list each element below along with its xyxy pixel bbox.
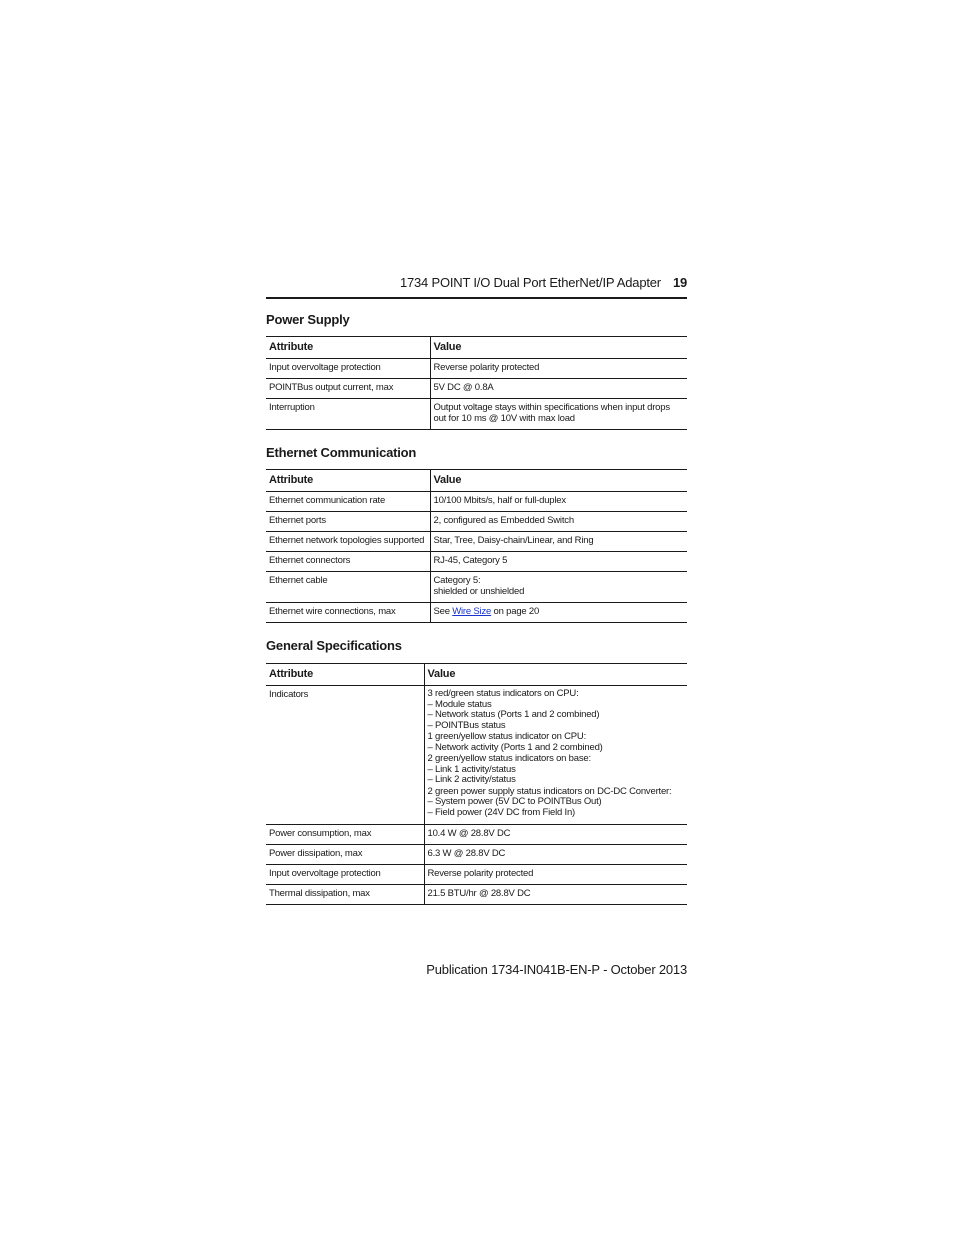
indicator-group — [428, 689, 685, 731]
table-row — [266, 825, 687, 845]
attribute-cell: Power consumption, max — [266, 825, 424, 845]
table-row — [266, 492, 687, 512]
attribute-cell: Ethernet ports — [266, 512, 430, 532]
value-column-header: Value — [430, 337, 687, 359]
table-row — [266, 845, 687, 865]
table-row — [266, 399, 687, 430]
indicator-line: – Field power (24V DC from Field In) — [427, 806, 575, 818]
value-line: Category 5: — [433, 575, 481, 586]
indicator-line: – System power (5V DC to POINTBus Out) — [427, 796, 602, 807]
value-cell: Star, Tree, Daisy-chain/Linear, and Ring — [430, 532, 687, 552]
indicator-group — [428, 787, 685, 819]
value-cell: 6.3 W @ 28.8V DC — [424, 845, 687, 865]
value-suffix: on page 20 — [491, 606, 540, 617]
value-line: shielded or unshielded — [433, 586, 525, 597]
indicator-line: 2 green power supply status indicators on DC-DC Converter: — [427, 785, 672, 797]
attribute-cell: POINTBus output current, max — [266, 379, 430, 399]
header-rule — [266, 297, 687, 299]
value-cell — [430, 572, 687, 603]
attribute-cell: Thermal dissipation, max — [266, 885, 424, 905]
attribute-cell: Indicators — [266, 686, 424, 825]
attribute-cell: Input overvoltage protection — [266, 359, 430, 379]
attribute-column-header: Attribute — [266, 664, 424, 686]
value-cell — [430, 603, 687, 623]
value-cell: Reverse polarity protected — [424, 865, 687, 885]
ethernet-table — [266, 469, 687, 623]
general-specs-table — [266, 663, 687, 905]
publication-footer: Publication 1734-IN041B-EN-P - October 2013 — [426, 962, 687, 977]
attribute-cell: Power dissipation, max — [266, 845, 424, 865]
value-cell: Output voltage stays within specifications when input drops out for 10 ms @ 10V with max load — [430, 399, 687, 430]
table-row — [266, 603, 687, 623]
table-row — [266, 359, 687, 379]
table-row — [266, 572, 687, 603]
indicator-line: 1 green/yellow status indicator on CPU: — [427, 731, 587, 742]
table-row — [266, 865, 687, 885]
wire-size-link[interactable]: Wire Size — [452, 606, 492, 617]
value-cell: 10.4 W @ 28.8V DC — [424, 825, 687, 845]
value-cell: 2, configured as Embedded Switch — [430, 512, 687, 532]
value-cell: 10/100 Mbits/s, half or full-duplex — [430, 492, 687, 512]
attribute-cell: Ethernet communication rate — [266, 492, 430, 512]
attribute-cell: Interruption — [266, 399, 430, 430]
value-cell: 5V DC @ 0.8A — [430, 379, 687, 399]
attribute-column-header: Attribute — [266, 337, 430, 359]
table-header-row — [266, 337, 687, 359]
indicator-group — [428, 754, 685, 786]
attribute-cell: Ethernet wire connections, max — [266, 603, 430, 623]
value-column-header: Value — [430, 470, 687, 492]
indicators-value-cell — [424, 686, 687, 825]
running-header — [266, 274, 687, 292]
table-row — [266, 552, 687, 572]
indicator-line: – Link 1 activity/status — [427, 763, 516, 775]
attribute-cell: Ethernet cable — [266, 572, 430, 603]
value-cell: Reverse polarity protected — [430, 359, 687, 379]
indicator-line: – Link 2 activity/status — [427, 774, 516, 785]
document-title: 1734 POINT I/O Dual Port EtherNet/IP Adapter — [399, 275, 661, 290]
value-cell: RJ-45, Category 5 — [430, 552, 687, 572]
indicator-line: – Network status (Ports 1 and 2 combined) — [427, 709, 600, 720]
value-prefix: See — [433, 606, 453, 617]
value-column-header: Value — [424, 664, 687, 686]
attribute-column-header: Attribute — [266, 470, 430, 492]
power-supply-table — [266, 336, 687, 430]
table-row — [266, 532, 687, 552]
indicator-line: – Network activity (Ports 1 and 2 combined) — [427, 741, 603, 753]
table-header-row — [266, 470, 687, 492]
table-row — [266, 885, 687, 905]
attribute-cell: Ethernet network topologies supported — [266, 532, 430, 552]
indicator-group — [428, 732, 685, 753]
indicator-line: – Module status — [427, 698, 492, 710]
indicator-line: 2 green/yellow status indicators on base: — [427, 753, 591, 764]
indicator-line: – POINTBus status — [427, 719, 506, 731]
power-supply-heading: Power Supply — [266, 312, 350, 327]
indicator-line: 3 red/green status indicators on CPU: — [427, 688, 579, 699]
value-cell: 21.5 BTU/hr @ 28.8V DC — [424, 885, 687, 905]
table-row — [266, 379, 687, 399]
general-specs-heading: General Specifications — [266, 638, 402, 653]
attribute-cell: Ethernet connectors — [266, 552, 430, 572]
page-number: 19 — [672, 275, 687, 290]
ethernet-heading: Ethernet Communication — [266, 445, 417, 460]
table-row — [266, 686, 687, 825]
table-header-row — [266, 664, 687, 686]
attribute-cell: Input overvoltage protection — [266, 865, 424, 885]
table-row — [266, 512, 687, 532]
